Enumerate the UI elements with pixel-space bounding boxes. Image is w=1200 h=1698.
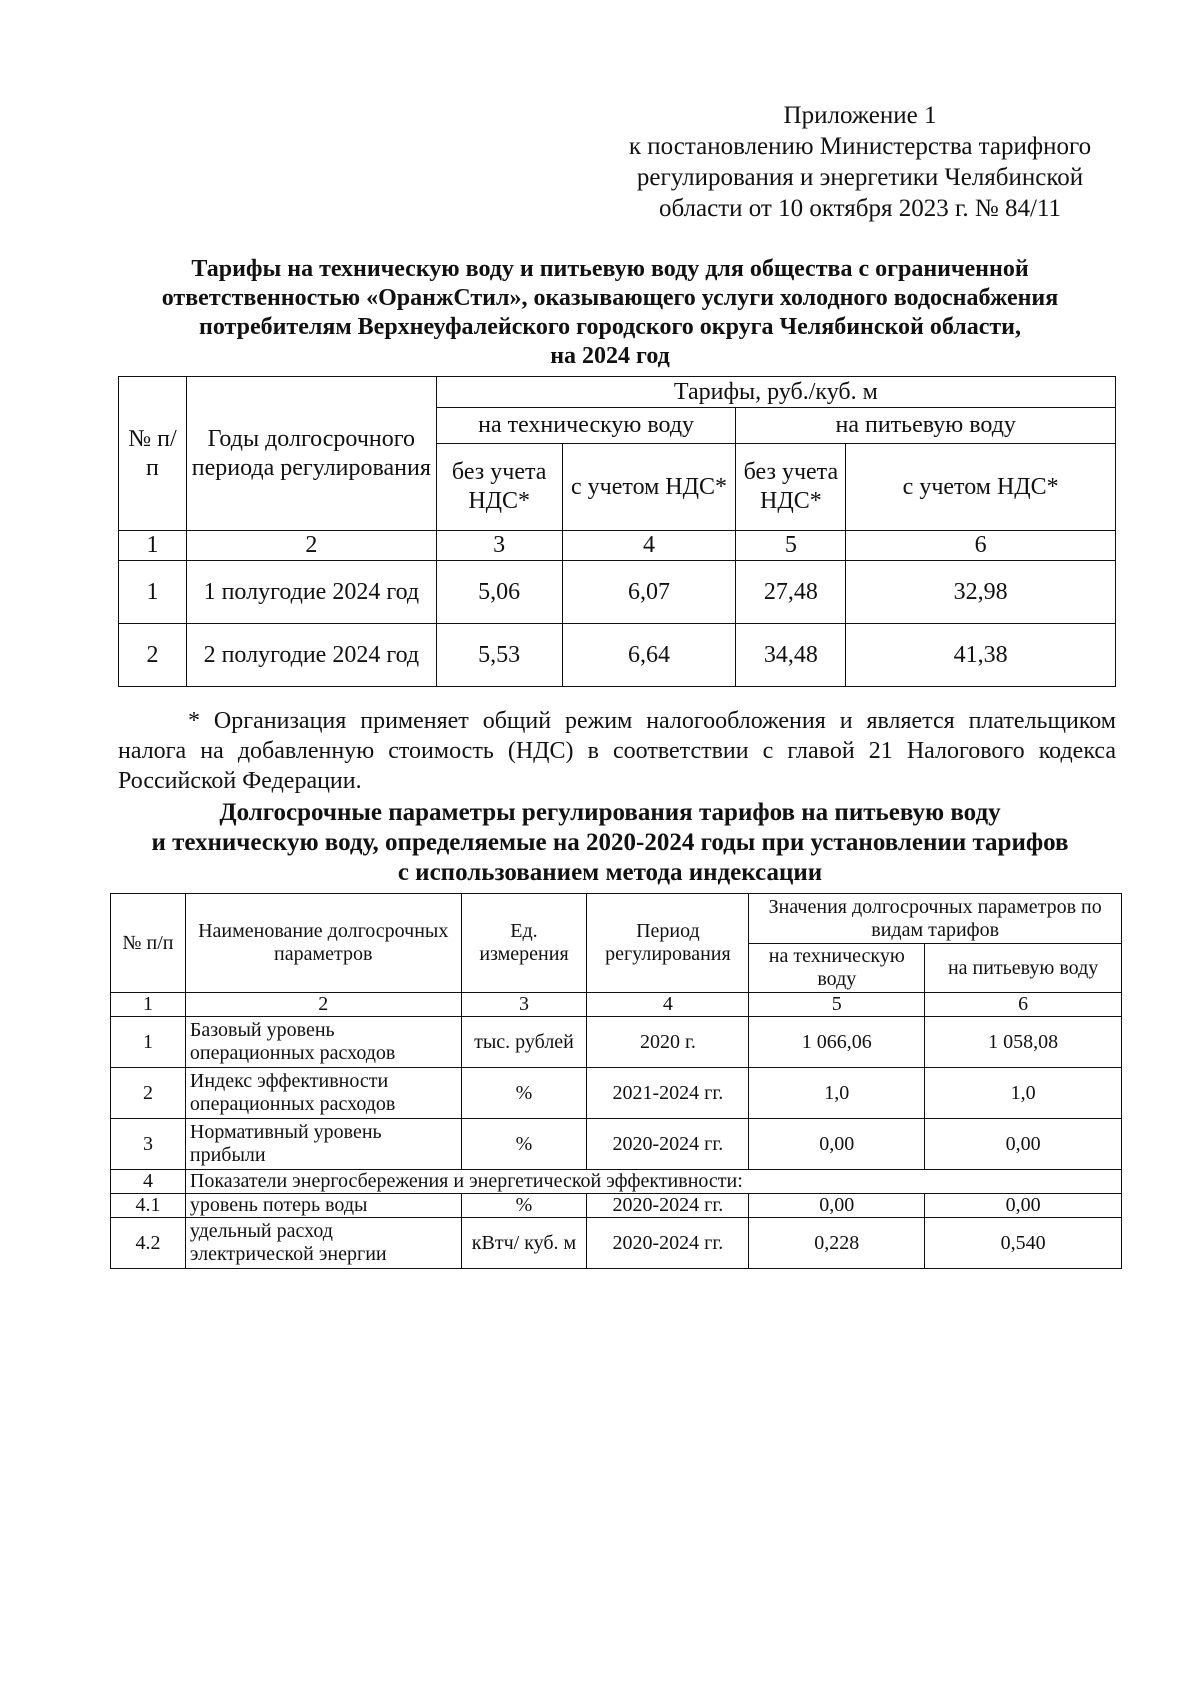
parameters-table xyxy=(110,893,1122,1269)
col-number: 2 xyxy=(186,531,436,561)
row-tech-vat: 6,64 xyxy=(562,624,736,687)
header-unit: Ед. измерения xyxy=(461,894,587,993)
row-period: 2020-2024 гг. xyxy=(587,1194,749,1218)
section-heading: Показатели энергосбережения и энергетической эффективности: xyxy=(185,1170,1121,1194)
row-period: 2020-2024 гг. xyxy=(587,1218,749,1269)
row-name: Индекс эффективности операционных расходов xyxy=(185,1068,461,1119)
table-row xyxy=(111,1068,1122,1119)
row-number: 1 xyxy=(111,1017,186,1068)
row-drink: 1,0 xyxy=(925,1068,1122,1119)
header-num: № п/п xyxy=(119,377,187,531)
row-period: 1 полугодие 2024 год xyxy=(186,561,436,624)
header-period: Период регулирования xyxy=(587,894,749,993)
col-number: 2 xyxy=(185,993,461,1017)
row-unit: % xyxy=(461,1068,587,1119)
table-row xyxy=(111,1170,1122,1194)
row-period: 2 полугодие 2024 год xyxy=(186,624,436,687)
appendix-line-4: области от 10 октября 2023 г. № 84/11 xyxy=(658,195,1062,222)
col-number: 1 xyxy=(119,531,187,561)
row-unit: кВтч/ куб. м xyxy=(461,1218,587,1269)
tariff-title-line: потребителям Верхнеуфалейского городского округа Челябинской области, xyxy=(199,314,1021,340)
header-tech-no-vat: без учета НДС* xyxy=(436,444,562,531)
appendix-line-2: к постановлению Министерства тарифного xyxy=(628,133,1092,160)
row-number: 3 xyxy=(111,1119,186,1170)
col-number: 3 xyxy=(461,993,587,1017)
tariff-table-title xyxy=(110,255,1110,371)
row-unit: тыс. рублей xyxy=(461,1017,587,1068)
row-drink: 1 058,08 xyxy=(925,1017,1122,1068)
header-drink-no-vat: без учета НДС* xyxy=(736,444,846,531)
row-tech-no-vat: 5,06 xyxy=(436,561,562,624)
header-tariffs: Тарифы, руб./куб. м xyxy=(436,377,1115,408)
row-tech: 1 066,06 xyxy=(749,1017,925,1068)
table-row xyxy=(111,1119,1122,1170)
row-tech: 1,0 xyxy=(749,1068,925,1119)
row-period: 2020 г. xyxy=(587,1017,749,1068)
table-row xyxy=(119,561,1116,624)
header-drinking: на питьевую воду xyxy=(736,408,1116,444)
header-name: Наименование долгосрочных параметров xyxy=(185,894,461,993)
col-number: 5 xyxy=(736,531,846,561)
row-number: 2 xyxy=(119,624,187,687)
row-drink: 0,540 xyxy=(925,1218,1122,1269)
appendix-line-3: регулирования и энергетики Челябинской xyxy=(636,164,1084,191)
table-row xyxy=(111,1218,1122,1269)
row-tech: 0,00 xyxy=(749,1119,925,1170)
row-unit: % xyxy=(461,1194,587,1218)
col-number: 4 xyxy=(562,531,736,561)
parameters-title-line: Долгосрочные параметры регулирования тарифов на питьевую воду xyxy=(219,799,1001,826)
header-tech-with-vat: с учетом НДС* xyxy=(562,444,736,531)
header-num: № п/п xyxy=(111,894,186,993)
row-number: 2 xyxy=(111,1068,186,1119)
row-tech-vat: 6,07 xyxy=(562,561,736,624)
row-period: 2020-2024 гг. xyxy=(587,1119,749,1170)
row-drink-vat: 32,98 xyxy=(846,561,1116,624)
header-years: Годы долгосрочного периода регулирования xyxy=(186,377,436,531)
table-row xyxy=(111,1017,1122,1068)
row-name: уровень потерь воды xyxy=(185,1194,461,1218)
header-drink-with-vat: с учетом НДС* xyxy=(846,444,1116,531)
row-tech: 0,228 xyxy=(749,1218,925,1269)
row-unit: % xyxy=(461,1119,587,1170)
row-name: удельный расход электрической энергии xyxy=(185,1218,461,1269)
row-drink-no-vat: 27,48 xyxy=(736,561,846,624)
parameters-table-title xyxy=(110,798,1110,888)
tariff-title-line: ответственностью «ОранжСтил», оказывающего услуги холодного водоснабжения xyxy=(161,285,1059,311)
appendix-header xyxy=(560,100,1160,224)
col-number: 5 xyxy=(749,993,925,1017)
row-drink-vat: 41,38 xyxy=(846,624,1116,687)
row-drink-no-vat: 34,48 xyxy=(736,624,846,687)
appendix-line-1: Приложение 1 xyxy=(783,102,937,129)
col-number: 6 xyxy=(925,993,1122,1017)
tariff-title-line: на 2024 год xyxy=(550,343,670,369)
header-technical: на техническую воду xyxy=(749,944,925,993)
col-number: 4 xyxy=(587,993,749,1017)
row-number: 4.1 xyxy=(111,1194,186,1218)
table-row xyxy=(111,1194,1122,1218)
row-number: 4.2 xyxy=(111,1218,186,1269)
tariff-table xyxy=(118,376,1116,687)
table-row xyxy=(119,624,1116,687)
parameters-title-line: и техническую воду, определяемые на 2020-2024 годы при установлении тарифов xyxy=(151,829,1069,856)
header-values: Значения долгосрочных параметров по видам тарифов xyxy=(749,894,1122,944)
vat-footnote: * Организация применяет общий режим налогообложения и является плательщиком налога на добавленную стоимость (НДС) в соответствии с главой 21 Налогового кодекса Российской Федерации. xyxy=(118,708,1116,794)
row-drink: 0,00 xyxy=(925,1194,1122,1218)
row-drink: 0,00 xyxy=(925,1119,1122,1170)
row-number: 4 xyxy=(111,1170,186,1194)
header-technical: на техническую воду xyxy=(436,408,736,444)
col-number: 6 xyxy=(846,531,1116,561)
header-drinking: на питьевую воду xyxy=(925,944,1122,993)
row-name: Нормативный уровень прибыли xyxy=(185,1119,461,1170)
row-period: 2021-2024 гг. xyxy=(587,1068,749,1119)
parameters-title-line: с использованием метода индексации xyxy=(397,859,823,886)
tariff-title-line: Тарифы на техническую воду и питьевую воду для общества с ограниченной xyxy=(191,256,1029,282)
row-number: 1 xyxy=(119,561,187,624)
col-number: 3 xyxy=(436,531,562,561)
row-tech: 0,00 xyxy=(749,1194,925,1218)
row-name: Базовый уровень операционных расходов xyxy=(185,1017,461,1068)
row-tech-no-vat: 5,53 xyxy=(436,624,562,687)
col-number: 1 xyxy=(111,993,186,1017)
